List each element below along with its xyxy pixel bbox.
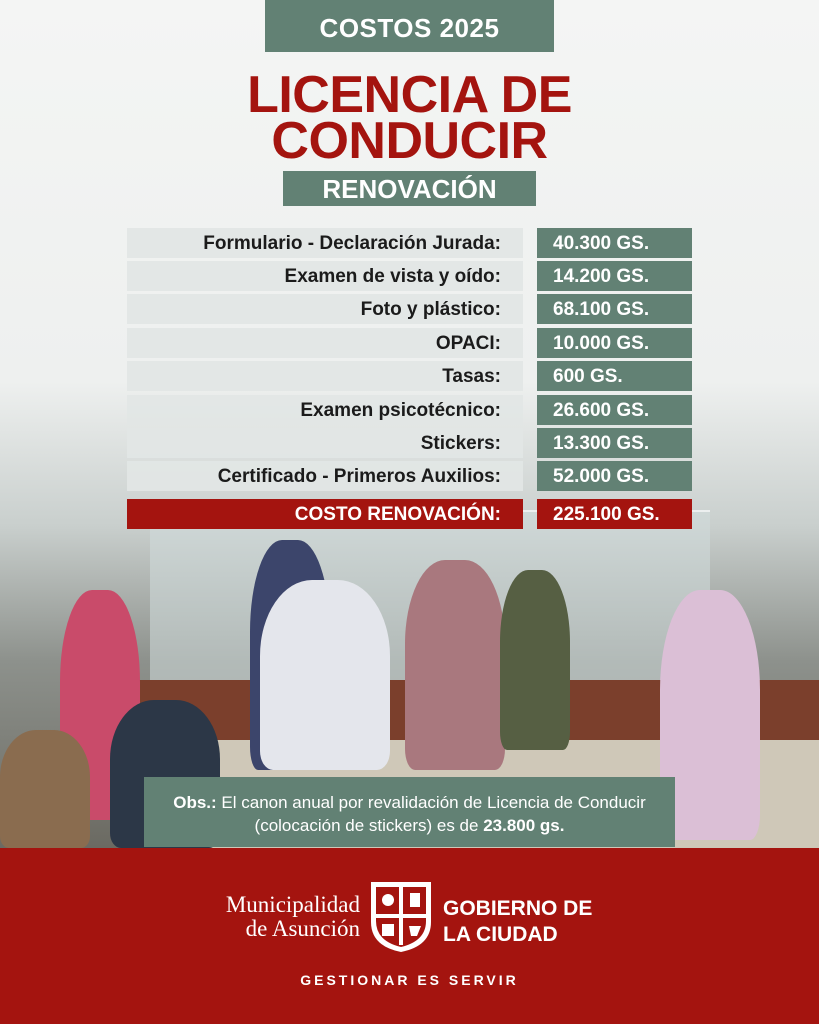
cost-label: OPACI: [127,328,523,358]
cost-value: 40.300 GS. [537,228,692,258]
cost-row [127,461,692,491]
observation-note [144,777,675,847]
cost-label: Examen de vista y oído: [127,261,523,291]
cost-value: 14.200 GS. [537,261,692,291]
cost-row [127,294,692,324]
cost-label: Foto y plástico: [127,294,523,324]
person-figure [660,590,760,840]
cost-row [127,228,692,258]
person-figure [260,580,390,770]
note-amount: 23.800 gs. [483,816,565,835]
cost-label: Formulario - Declaración Jurada: [127,228,523,258]
cost-label: Certificado - Primeros Auxilios: [127,461,523,491]
year-tag: COSTOS 2025 [265,0,554,52]
cost-value: 68.100 GS. [537,294,692,324]
cost-value: 26.600 GS. [537,395,692,425]
total-label: COSTO RENOVACIÓN: [127,499,523,529]
page-title-line2: CONDUCIR [271,112,548,170]
cost-value: 600 GS. [537,361,692,391]
municipality-name [212,893,360,941]
cost-value: 10.000 GS. [537,328,692,358]
cost-row [127,361,692,391]
cost-label: Stickers: [127,428,523,458]
cost-row [127,428,692,458]
cost-value: 52.000 GS. [537,461,692,491]
subtitle-tag: RENOVACIÓN [283,171,536,206]
municipality-line1: Municipalidad [225,892,360,917]
cost-label: Tasas: [127,361,523,391]
cost-label: Examen psicotécnico: [127,395,523,425]
note-prefix: Obs.: [173,793,217,812]
cost-value: 13.300 GS. [537,428,692,458]
cost-row [127,261,692,291]
government-name [443,896,592,948]
note-text: El canon anual por revalidación de Licencia de Conducir (colocación de stickers) es de [216,793,646,835]
coat-of-arms-icon [367,878,435,954]
page-title-line1: LICENCIA DE [247,66,572,124]
person-figure [0,730,90,848]
person-figure [405,560,505,770]
slogan: GESTIONAR ES SERVIR [300,972,519,988]
total-row [127,499,692,529]
cost-row [127,328,692,358]
cost-row [127,395,692,425]
person-figure [500,570,570,750]
government-line2: LA CIUDAD [443,923,558,946]
total-value: 225.100 GS. [537,499,692,529]
municipality-line2: de Asunción [245,916,360,941]
government-line1: GOBIERNO DE [443,897,593,920]
footer-banner [0,848,819,1024]
